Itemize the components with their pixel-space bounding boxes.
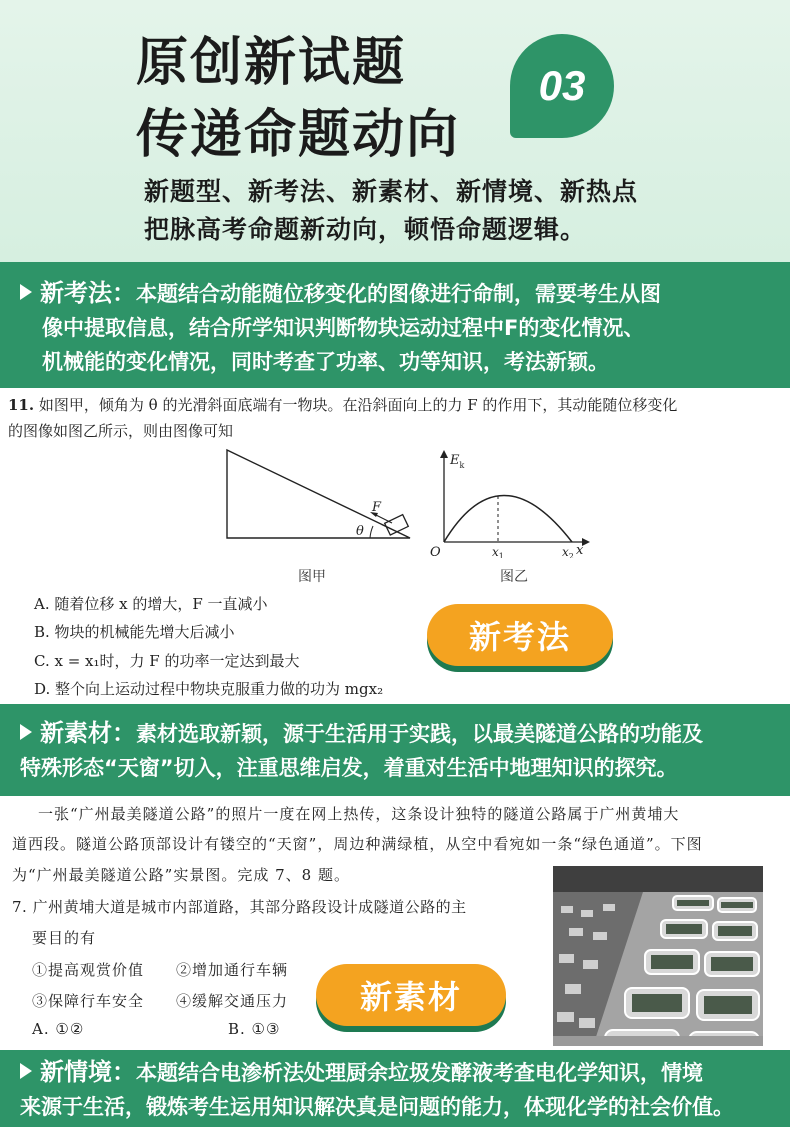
banner-text: 来源于生活，锻炼考生运用知识解决真是问题的能力，体现化学的社会价值。: [20, 1095, 734, 1119]
x1-label: x: [492, 545, 499, 558]
banner-new-context: [0, 1050, 790, 1127]
q7-option-1: ①提高观赏价值: [32, 961, 145, 979]
q7-choice-b: B. ①③: [228, 1020, 281, 1038]
hero-header: [0, 0, 790, 262]
hero-title-line1: 原创新试题: [136, 33, 407, 93]
option-a: A. 随着位移 x 的增大，F 一直减小: [34, 595, 268, 613]
hero-subtitle-line1: 新题型、新考法、新素材、新情境、新热点: [144, 177, 639, 206]
banner-heading: 新情境：: [40, 1058, 136, 1086]
new-method-pill: 新考法: [427, 604, 613, 666]
option-c: C. x = x₁时，力 F 的功率一定达到最大: [34, 652, 300, 670]
hero-title-line2: 传递命题动向: [136, 105, 461, 165]
q7-option-3: ③保障行车安全: [32, 992, 145, 1010]
passage-line1: 一张“广州最美隧道公路”的照片一度在网上热传，这条设计独特的隧道公路属于广州黄埔大: [38, 805, 680, 823]
q7-option-4: ④缓解交通压力: [176, 992, 289, 1010]
passage-line3: 为“广州最美隧道公路”实景图。完成 7、8 题。: [12, 866, 350, 884]
passage-line2: 道西段。隧道公路顶部设计有镂空的“天窗”，周边种满绿植，从空中看宛如一条“绿色通道”。下图: [12, 835, 703, 853]
play-triangle-icon: [20, 724, 32, 740]
axis-x-label: x: [576, 543, 584, 558]
force-label: F: [372, 500, 382, 515]
banner-text: 素材选取新颖，源于生活用于实践，以最美隧道公路的功能及: [136, 722, 703, 746]
banner-text: 本题结合动能随位移变化的图像进行命制，需要考生从图: [136, 282, 661, 306]
question-stem: 如图甲，倾角为 θ 的光滑斜面底端有一物块。在沿斜面向上的力 F 的作用下，其动能随位移变化: [38, 396, 678, 414]
banner-new-material: [0, 704, 790, 796]
question-11: [8, 392, 788, 444]
q7-stem: 7. 广州黄埔大道是城市内部道路，其部分路段设计成隧道公路的主: [12, 898, 467, 916]
question-stem: 的图像如图乙所示，则由图像可知: [8, 422, 234, 440]
x1-subscript: 1: [498, 552, 504, 558]
origin-label: O: [430, 545, 441, 558]
play-triangle-icon: [20, 284, 32, 300]
banner-text: 本题结合电渗析法处理厨余垃圾发酵液考查电化学知识，情境: [136, 1061, 703, 1085]
question-number: 11.: [8, 396, 35, 414]
figure-incline: [220, 446, 420, 546]
figure-caption-jia: 图甲: [298, 569, 326, 585]
x2-label: x: [562, 545, 569, 558]
option-b: B. 物块的机械能先增大后减小: [34, 623, 235, 641]
number-badge: 03: [510, 34, 614, 138]
tunnel-road-photo: [553, 866, 763, 1046]
axis-y-subscript: k: [459, 461, 465, 470]
figure-ek-graph: [428, 446, 598, 558]
q7-choice-a: A. ①②: [32, 1020, 85, 1038]
svg-text:x2: [562, 545, 574, 558]
option-d: D. 整个向上运动过程中物块克服重力做的功为 mgx₂: [34, 680, 384, 698]
banner-heading: 新考法：: [40, 279, 136, 307]
banner-heading: 新素材：: [40, 719, 136, 747]
banner-text: 机械能的变化情况，同时考查了功率、功等知识，考法新颖。: [42, 350, 609, 374]
angle-label: θ: [356, 524, 364, 539]
svg-text:x1: [492, 545, 504, 558]
new-material-pill: 新素材: [316, 964, 506, 1026]
x2-subscript: 2: [568, 552, 574, 558]
banner-text: 特殊形态“天窗”切入，注重思维启发，着重对生活中地理知识的探究。: [20, 756, 678, 780]
figure-caption-yi: 图乙: [500, 569, 528, 585]
banner-new-method: [0, 262, 790, 388]
banner-text: 像中提取信息，结合所学知识判断物块运动过程中F的变化情况、: [42, 316, 645, 340]
q7-stem: 要目的有: [32, 929, 97, 947]
axis-y-label: E: [450, 453, 460, 468]
play-triangle-icon: [20, 1063, 32, 1079]
hero-subtitle-line2: 把脉高考命题新动向，顿悟命题逻辑。: [144, 215, 587, 244]
q7-option-2: ②增加通行车辆: [176, 961, 289, 979]
svg-text:Ek: [449, 453, 465, 470]
